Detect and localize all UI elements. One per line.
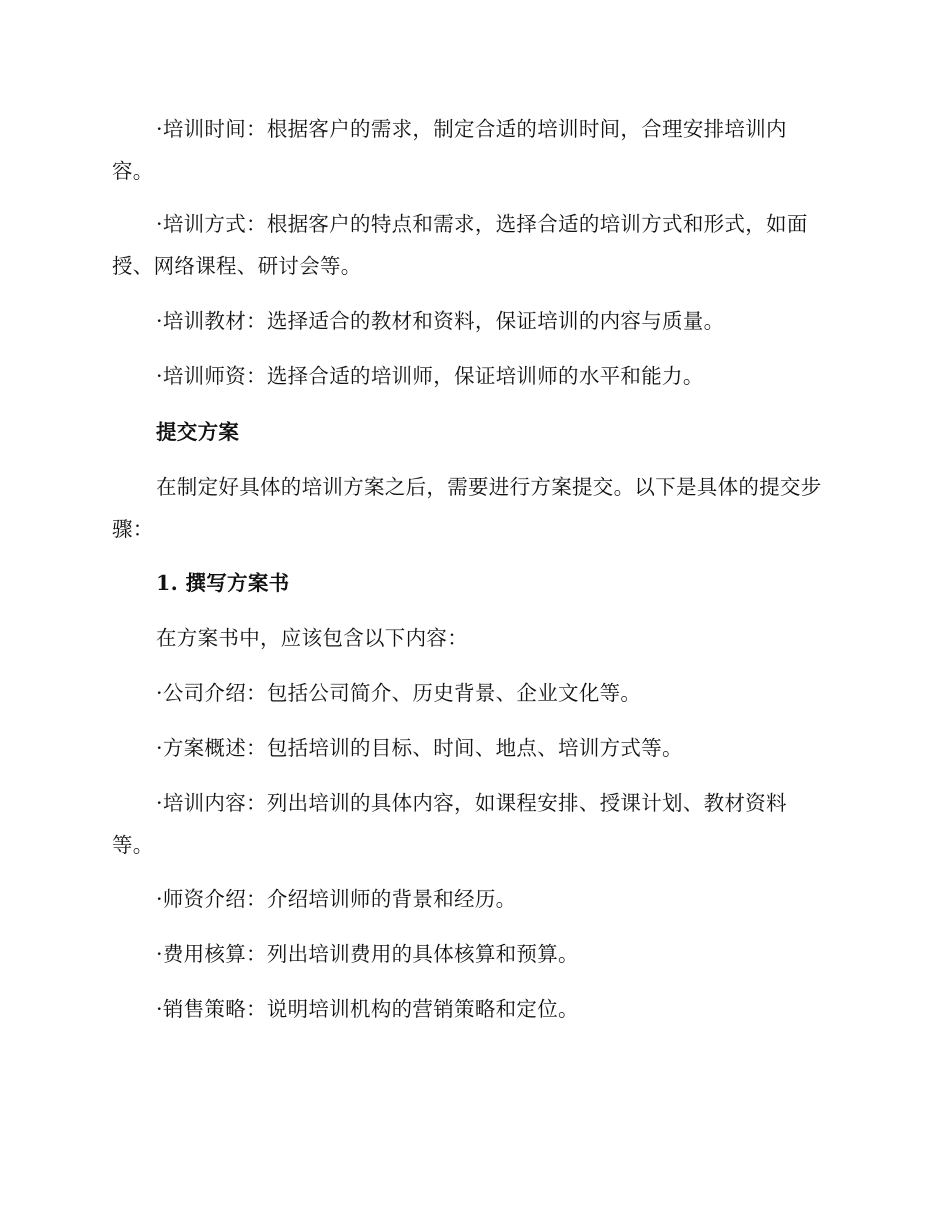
paragraph-proposal-contents: 在方案书中，应该包含以下内容： [156,626,468,650]
bullet-teacher-intro: ·师资介绍：介绍培训师的背景和经历。 [156,887,517,911]
bullet-training-content: ·培训内容：列出培训的具体内容，如课程安排、授课计划、教材资料等。 [112,791,787,857]
subheading-write-proposal: 1. 撰写方案书 [156,571,290,595]
bullet-training-time: ·培训时间：根据客户的需求，制定合适的培训时间，合理安排培训内容。 [112,117,787,183]
bullet-cost-accounting: ·费用核算：列出培训费用的具体核算和预算。 [156,942,579,966]
section-heading-submit-plan: 提交方案 [156,420,240,444]
bullet-company-intro: ·公司介绍：包括公司简介、历史背景、企业文化等。 [156,681,642,705]
bullet-sales-strategy: ·销售策略：说明培训机构的营销策略和定位。 [156,997,579,1021]
paragraph-submit-intro: 在制定好具体的培训方案之后，需要进行方案提交。以下是具体的提交步骤： [112,475,822,541]
bullet-plan-overview: ·方案概述：包括培训的目标、时间、地点、培训方式等。 [156,736,683,760]
bullet-training-method: ·培训方式：根据客户的特点和需求，选择合适的培训方式和形式，如面授、网络课程、研讨会等。 [112,212,808,278]
bullet-training-materials: ·培训教材：选择适合的教材和资料，保证培训的内容与质量。 [156,309,725,333]
bullet-training-teachers: ·培训师资：选择合适的培训师，保证培训师的水平和能力。 [156,364,704,388]
